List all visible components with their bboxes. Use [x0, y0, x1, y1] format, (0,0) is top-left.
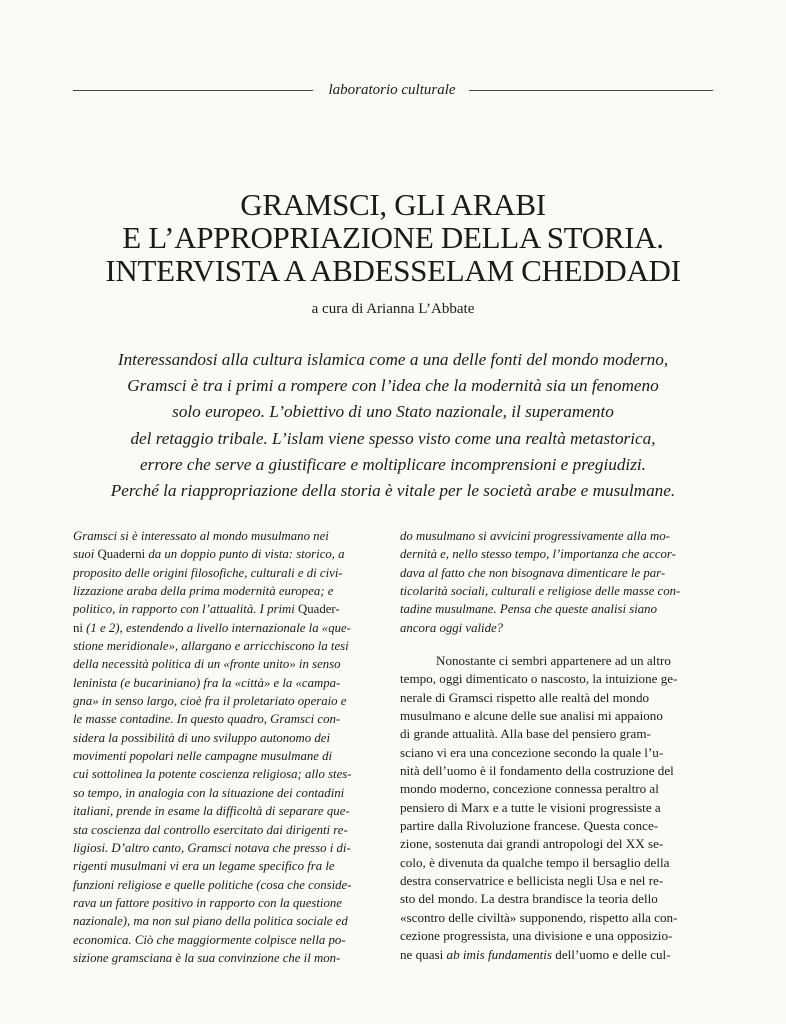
title-line: GRAMSCI, GLI ARABI: [240, 187, 546, 222]
answer-column: [400, 652, 713, 964]
body-line: italiani, prende in esame la difficoltà di separare que-: [73, 804, 350, 819]
body-line: cui sottolinea la potente coscienza religiosa; allo stes-: [73, 767, 352, 782]
standfirst-line: Perché la riappropriazione della storia è vitale per le società arabe e musulmane.: [110, 481, 676, 501]
body-line: stione meridionale», allargano e arricchiscono la tesi: [73, 639, 349, 654]
body-line: partire dalla Rivoluzione francese. Questa conce-: [400, 818, 659, 834]
body-line: nazionale), ma non sul piano della politica sociale ed: [73, 914, 348, 929]
body-line: sidera la possibilità di uno sviluppo autonomo dei: [73, 730, 331, 745]
body-line: «scontro delle civiltà» supponendo, rispetto alla con-: [400, 909, 678, 925]
body-line: nerale di Gramsci rispetto alle realtà del mondo: [400, 689, 650, 705]
standfirst-line: Interessandosi alla cultura islamica come a una delle fonti del mondo moderno,: [117, 350, 669, 369]
body-line: Gramsci si è interessato al mondo musulmano nei: [73, 529, 329, 543]
body-line: ligiosi. D’altro canto, Gramsci notava che presso i di-: [73, 840, 351, 855]
body-line: ne quasi ab imis fundamentis dell’uomo e delle cul-: [400, 946, 671, 962]
body-line: musulmano e alcune delle sue analisi mi appaiono: [400, 708, 663, 724]
body-line: leninista (e bucariniano) fra la «città» e la «campa-: [73, 675, 341, 690]
body-line: so tempo, in analogia con la situazione dei contadini: [73, 785, 345, 800]
body-line: le masse contadine. In questo quadro, Gramsci con-: [73, 712, 341, 727]
question-column-left: [73, 527, 385, 967]
body-line: suoi Quaderni da un doppio punto di vista: storico, a: [73, 547, 345, 562]
body-line: sizione gramsciana è la sua convinzione che il mon-: [73, 950, 341, 965]
title-line: E L’APPROPRIAZIONE DELLA STORIA.: [122, 220, 664, 255]
work-title: ni: [73, 620, 83, 635]
body-line: sciano vi era una concezione secondo la quale l’u-: [400, 744, 664, 760]
body-line: do musulmano si avvicini progressivamente alla mo-: [400, 529, 670, 543]
body-line: pensiero di Marx e a tutte le visioni progressiste a: [400, 799, 661, 815]
standfirst-line: solo europeo. L’obiettivo di uno Stato nazionale, il superamento: [172, 402, 614, 422]
byline: a cura di Arianna L’Abbate: [311, 301, 475, 317]
body-line: Nonostante ci sembri appartenere ad un altro: [436, 653, 671, 668]
body-line: tadine musulmane. Pensa che queste analisi siano: [400, 602, 657, 617]
body-line: di grande attualità. Alla base del pensiero gram-: [400, 726, 651, 742]
body-line: rava un fattore positivo in rapporto con la questione: [73, 895, 342, 910]
work-title: Quader-: [298, 602, 340, 617]
body-line: cezione progressista, una divisione e una opposizio-: [400, 928, 673, 944]
body-line: movimenti popolari nelle campagne musulmane di: [73, 749, 333, 764]
body-line: sta coscienza dal controllo esercitato dai dirigenti re-: [73, 822, 348, 837]
body-line: tempo, oggi dimenticato o nascosto, la intuizione ge-: [400, 671, 678, 687]
running-header: [73, 81, 713, 99]
body-line: nità dell’uomo è il fondamento della costruzione del: [400, 763, 674, 779]
body-line: ancora oggi valide?: [400, 620, 504, 635]
body-line: funzioni religiose e quelle politiche (cosa che conside-: [73, 877, 352, 892]
body-line: economica. Ciò che maggiormente colpisce nella po-: [73, 932, 346, 947]
body-line: della necessità politica di un «fronte unito» in senso: [73, 657, 341, 672]
body-line: sto del mondo. La destra brandisce la teoria dello: [400, 891, 658, 907]
header-rule-right: [469, 90, 713, 91]
body-line: dava al fatto che non bisognava dimenticare le par-: [400, 565, 666, 580]
section-label: laboratorio culturale: [328, 82, 456, 98]
body-line: lizzazione araba della prima modernità europea; e: [73, 584, 334, 599]
work-title: Quaderni: [97, 547, 146, 562]
body-line: ticolarità sociali, culturali e religiose delle masse con-: [400, 584, 681, 599]
standfirst-line: del retaggio tribale. L’islam viene spesso visto come una realtà metastorica,: [130, 428, 656, 448]
body-line: destra conservatrice e bellicista negli Usa e nel re-: [400, 873, 664, 889]
title-line: INTERVISTA A ABDESSELAM CHEDDADI: [105, 253, 681, 288]
body-line: ni (1 e 2), estendendo a livello internazionale la «que-: [73, 620, 351, 635]
body-line: gna» in senso largo, cioè fra il proletariato operaio e: [73, 694, 347, 709]
body-line: colo, è divenuta da qualche tempo il bersaglio della: [400, 854, 670, 870]
standfirst-line: Gramsci è tra i primi a rompere con l’idea che la modernità sia un fenomeno: [127, 376, 659, 396]
body-line: dernità e, nello stesso tempo, l’importanza che accor-: [400, 547, 676, 562]
body-line: politico, in rapporto con l’attualità. I primi Quader-: [73, 602, 340, 617]
body-line: mondo moderno, concezione connessa peraltro al: [400, 781, 659, 797]
header-rule-left: [73, 90, 313, 91]
latin-phrase: ab imis fundamentis: [446, 946, 553, 962]
standfirst-line: errore che serve a giustificare e moltiplicare incomprensioni e pregiudizi.: [140, 454, 646, 474]
article-title: [40, 188, 746, 287]
standfirst: [50, 347, 736, 504]
body-line: rigenti musulmani vi era un legame specifico fra le: [73, 859, 335, 874]
body-line: proposito delle origini filosofiche, culturali e di civi-: [73, 565, 343, 580]
body-line: zione, sostenuta dai grandi antropologi del XX se-: [400, 836, 664, 852]
question-column-right: [400, 527, 713, 637]
